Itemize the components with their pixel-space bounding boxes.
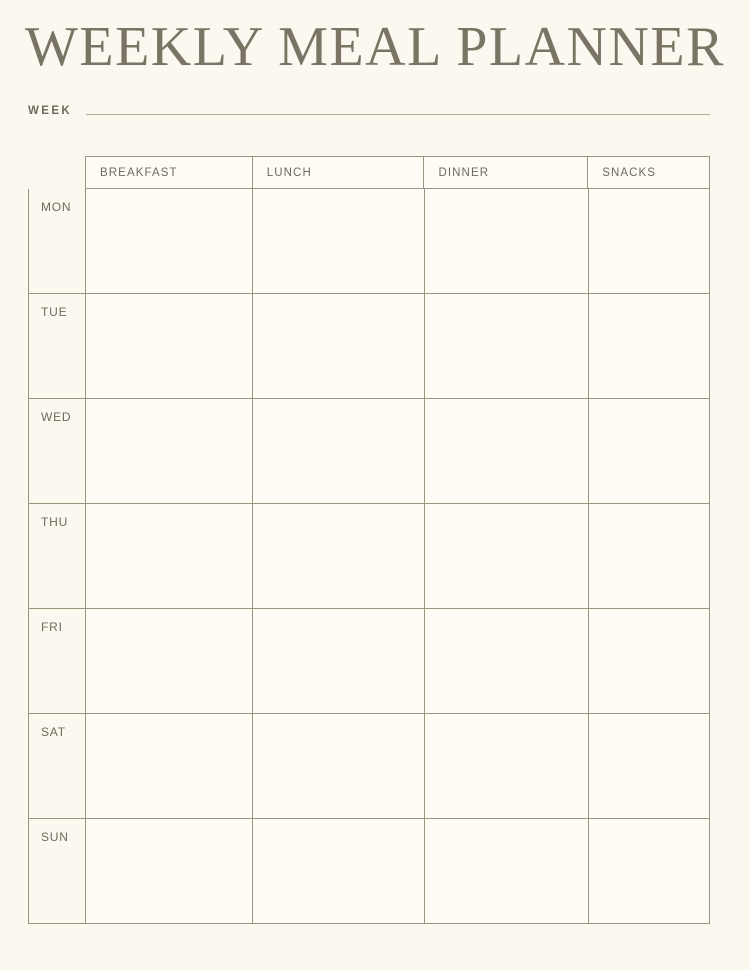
table-row [28,819,710,924]
cell-wed-dinner[interactable] [424,399,588,503]
week-field-row [28,100,710,122]
table-row [28,294,710,399]
day-label-sat: SAT [28,714,85,818]
table-row [28,504,710,609]
week-label: WEEK [28,105,73,117]
cell-sun-dinner[interactable] [424,819,588,923]
column-header-breakfast: BREAKFAST [85,157,252,188]
day-label-tue: TUE [28,294,85,398]
day-label-thu: THU [28,504,85,608]
cell-fri-dinner[interactable] [424,609,588,713]
cell-sun-lunch[interactable] [252,819,424,923]
cell-sat-dinner[interactable] [424,714,588,818]
cell-fri-snacks[interactable] [588,609,710,713]
cell-wed-breakfast[interactable] [85,399,252,503]
cell-fri-lunch[interactable] [252,609,424,713]
table-grid [28,156,710,944]
cell-sat-lunch[interactable] [252,714,424,818]
table-row [28,714,710,819]
day-label-wed: WED [28,399,85,503]
cell-mon-dinner[interactable] [424,189,588,293]
cell-sat-breakfast[interactable] [85,714,252,818]
day-label-mon: MON [28,189,85,293]
cell-tue-dinner[interactable] [424,294,588,398]
cell-fri-breakfast[interactable] [85,609,252,713]
cell-thu-dinner[interactable] [424,504,588,608]
cell-sun-snacks[interactable] [588,819,710,923]
cell-mon-snacks[interactable] [588,189,710,293]
cell-tue-snacks[interactable] [588,294,710,398]
cell-thu-lunch[interactable] [252,504,424,608]
week-input-line[interactable] [86,114,710,115]
cell-mon-breakfast[interactable] [85,189,252,293]
cell-wed-snacks[interactable] [588,399,710,503]
meal-plan-table [28,156,710,944]
page-title: WEEKLY MEAL PLANNER [25,16,725,78]
day-label-sun: SUN [28,819,85,923]
cell-thu-breakfast[interactable] [85,504,252,608]
day-label-fri: FRI [28,609,85,713]
cell-sat-snacks[interactable] [588,714,710,818]
table-row [28,189,710,294]
cell-sun-breakfast[interactable] [85,819,252,923]
cell-thu-snacks[interactable] [588,504,710,608]
cell-mon-lunch[interactable] [252,189,424,293]
table-body [28,189,710,944]
cell-tue-lunch[interactable] [252,294,424,398]
column-header-dinner: DINNER [423,157,587,188]
column-header-snacks: SNACKS [587,157,709,188]
cell-wed-lunch[interactable] [252,399,424,503]
table-row [28,609,710,714]
table-row [28,399,710,504]
table-header-row [85,156,710,189]
column-header-lunch: LUNCH [252,157,424,188]
cell-tue-breakfast[interactable] [85,294,252,398]
